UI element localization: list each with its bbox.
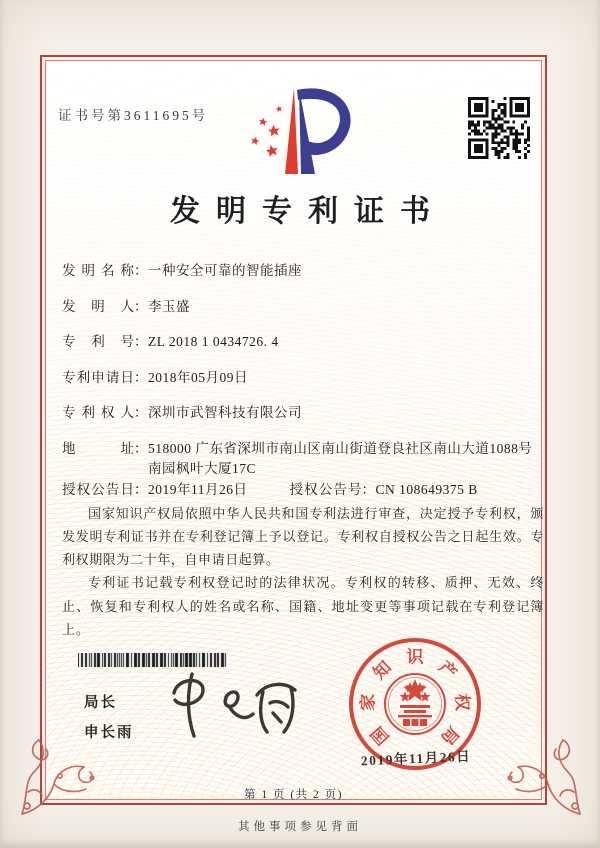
field-colon: ： xyxy=(134,482,148,498)
seal-character: 知 xyxy=(369,657,396,683)
director-signature xyxy=(162,668,312,748)
seal-character: 家 xyxy=(358,693,378,712)
seal-character: 局 xyxy=(437,722,463,749)
seal-character: 产 xyxy=(434,657,461,683)
field-value: 李玉盛 xyxy=(148,298,190,314)
grant-number-pair xyxy=(290,480,478,500)
field-row-patent-number xyxy=(62,332,546,368)
certificate-number: 证书号第3611695号 xyxy=(58,108,209,123)
corner-flourish-icon xyxy=(492,722,588,822)
field-label: 发明名称 xyxy=(62,263,134,278)
field-row-patentee xyxy=(62,403,546,439)
field-value: 2019年11月26日 xyxy=(148,482,248,498)
field-value: ZL 2018 1 0434726. 4 xyxy=(148,334,279,349)
field-label: 地址 xyxy=(62,440,134,456)
back-side-note: 其他事项参见背面 xyxy=(238,821,362,833)
field-colon: ： xyxy=(134,298,148,314)
field-list xyxy=(62,261,546,516)
field-value: CN 108649375 B xyxy=(375,482,478,498)
field-colon: ： xyxy=(134,263,148,278)
national-emblem-icon xyxy=(381,670,449,738)
seal-date: 2019年11月26日 xyxy=(360,748,472,769)
field-colon: ： xyxy=(134,405,148,420)
field-colon: ： xyxy=(361,482,375,498)
field-label: 授权公告号 xyxy=(289,482,362,498)
certificate-title: 发明专利证书 xyxy=(170,195,446,228)
page-number: 第 1 页 (共 2 页) xyxy=(243,789,344,801)
field-value: 深圳市武智科技有限公司 xyxy=(148,405,302,420)
cnipa-patent-logo-icon xyxy=(235,80,365,182)
field-label: 授权公告日 xyxy=(62,482,134,498)
field-label: 专利权人 xyxy=(62,405,134,420)
field-value: 518000 广东省深圳市南山区南山街道登良社区南山大道1088号南园枫叶大厦17C xyxy=(148,440,533,477)
field-value: 2018年05月09日 xyxy=(148,369,248,385)
director-name: 申长雨 xyxy=(84,725,134,741)
field-row-address xyxy=(62,439,546,481)
field-colon: ： xyxy=(134,440,148,456)
field-value: 一种安全可靠的智能插座 xyxy=(148,263,302,278)
legal-text xyxy=(62,502,544,641)
field-row-inventor xyxy=(62,297,546,333)
seal-character: 权 xyxy=(452,693,472,712)
star-icon xyxy=(250,105,283,157)
field-colon: ： xyxy=(134,369,148,385)
legal-paragraph: 国家知识产权局依照中华人民共和国专利法进行审查，决定授予专利权，颁发发明专利证书并在专利登记簿上予以登记。专利权自授权公告之日起生效。专利权期限为二十年，自申请日起算。 xyxy=(62,506,544,568)
seal-character: 识 xyxy=(406,647,424,667)
director-title: 局长 xyxy=(84,695,117,711)
field-label: 专利申请日 xyxy=(62,369,134,385)
field-label: 发明人 xyxy=(62,298,134,314)
field-row-invention-name xyxy=(62,261,546,297)
barcode xyxy=(78,653,228,667)
legal-paragraph: 专利证书记载专利权登记时的法律状况。专利权的转移、质押、无效、终止、恢复和专利权人的姓名或名称、国籍、地址变更等事项记载在专利登记簿上。 xyxy=(62,575,544,637)
field-colon: ： xyxy=(134,334,148,349)
field-row-filing-date xyxy=(62,368,546,404)
qr-code xyxy=(468,97,530,159)
director-block xyxy=(84,691,134,751)
field-label: 专利号 xyxy=(62,334,134,349)
seal-character: 国 xyxy=(367,722,393,749)
